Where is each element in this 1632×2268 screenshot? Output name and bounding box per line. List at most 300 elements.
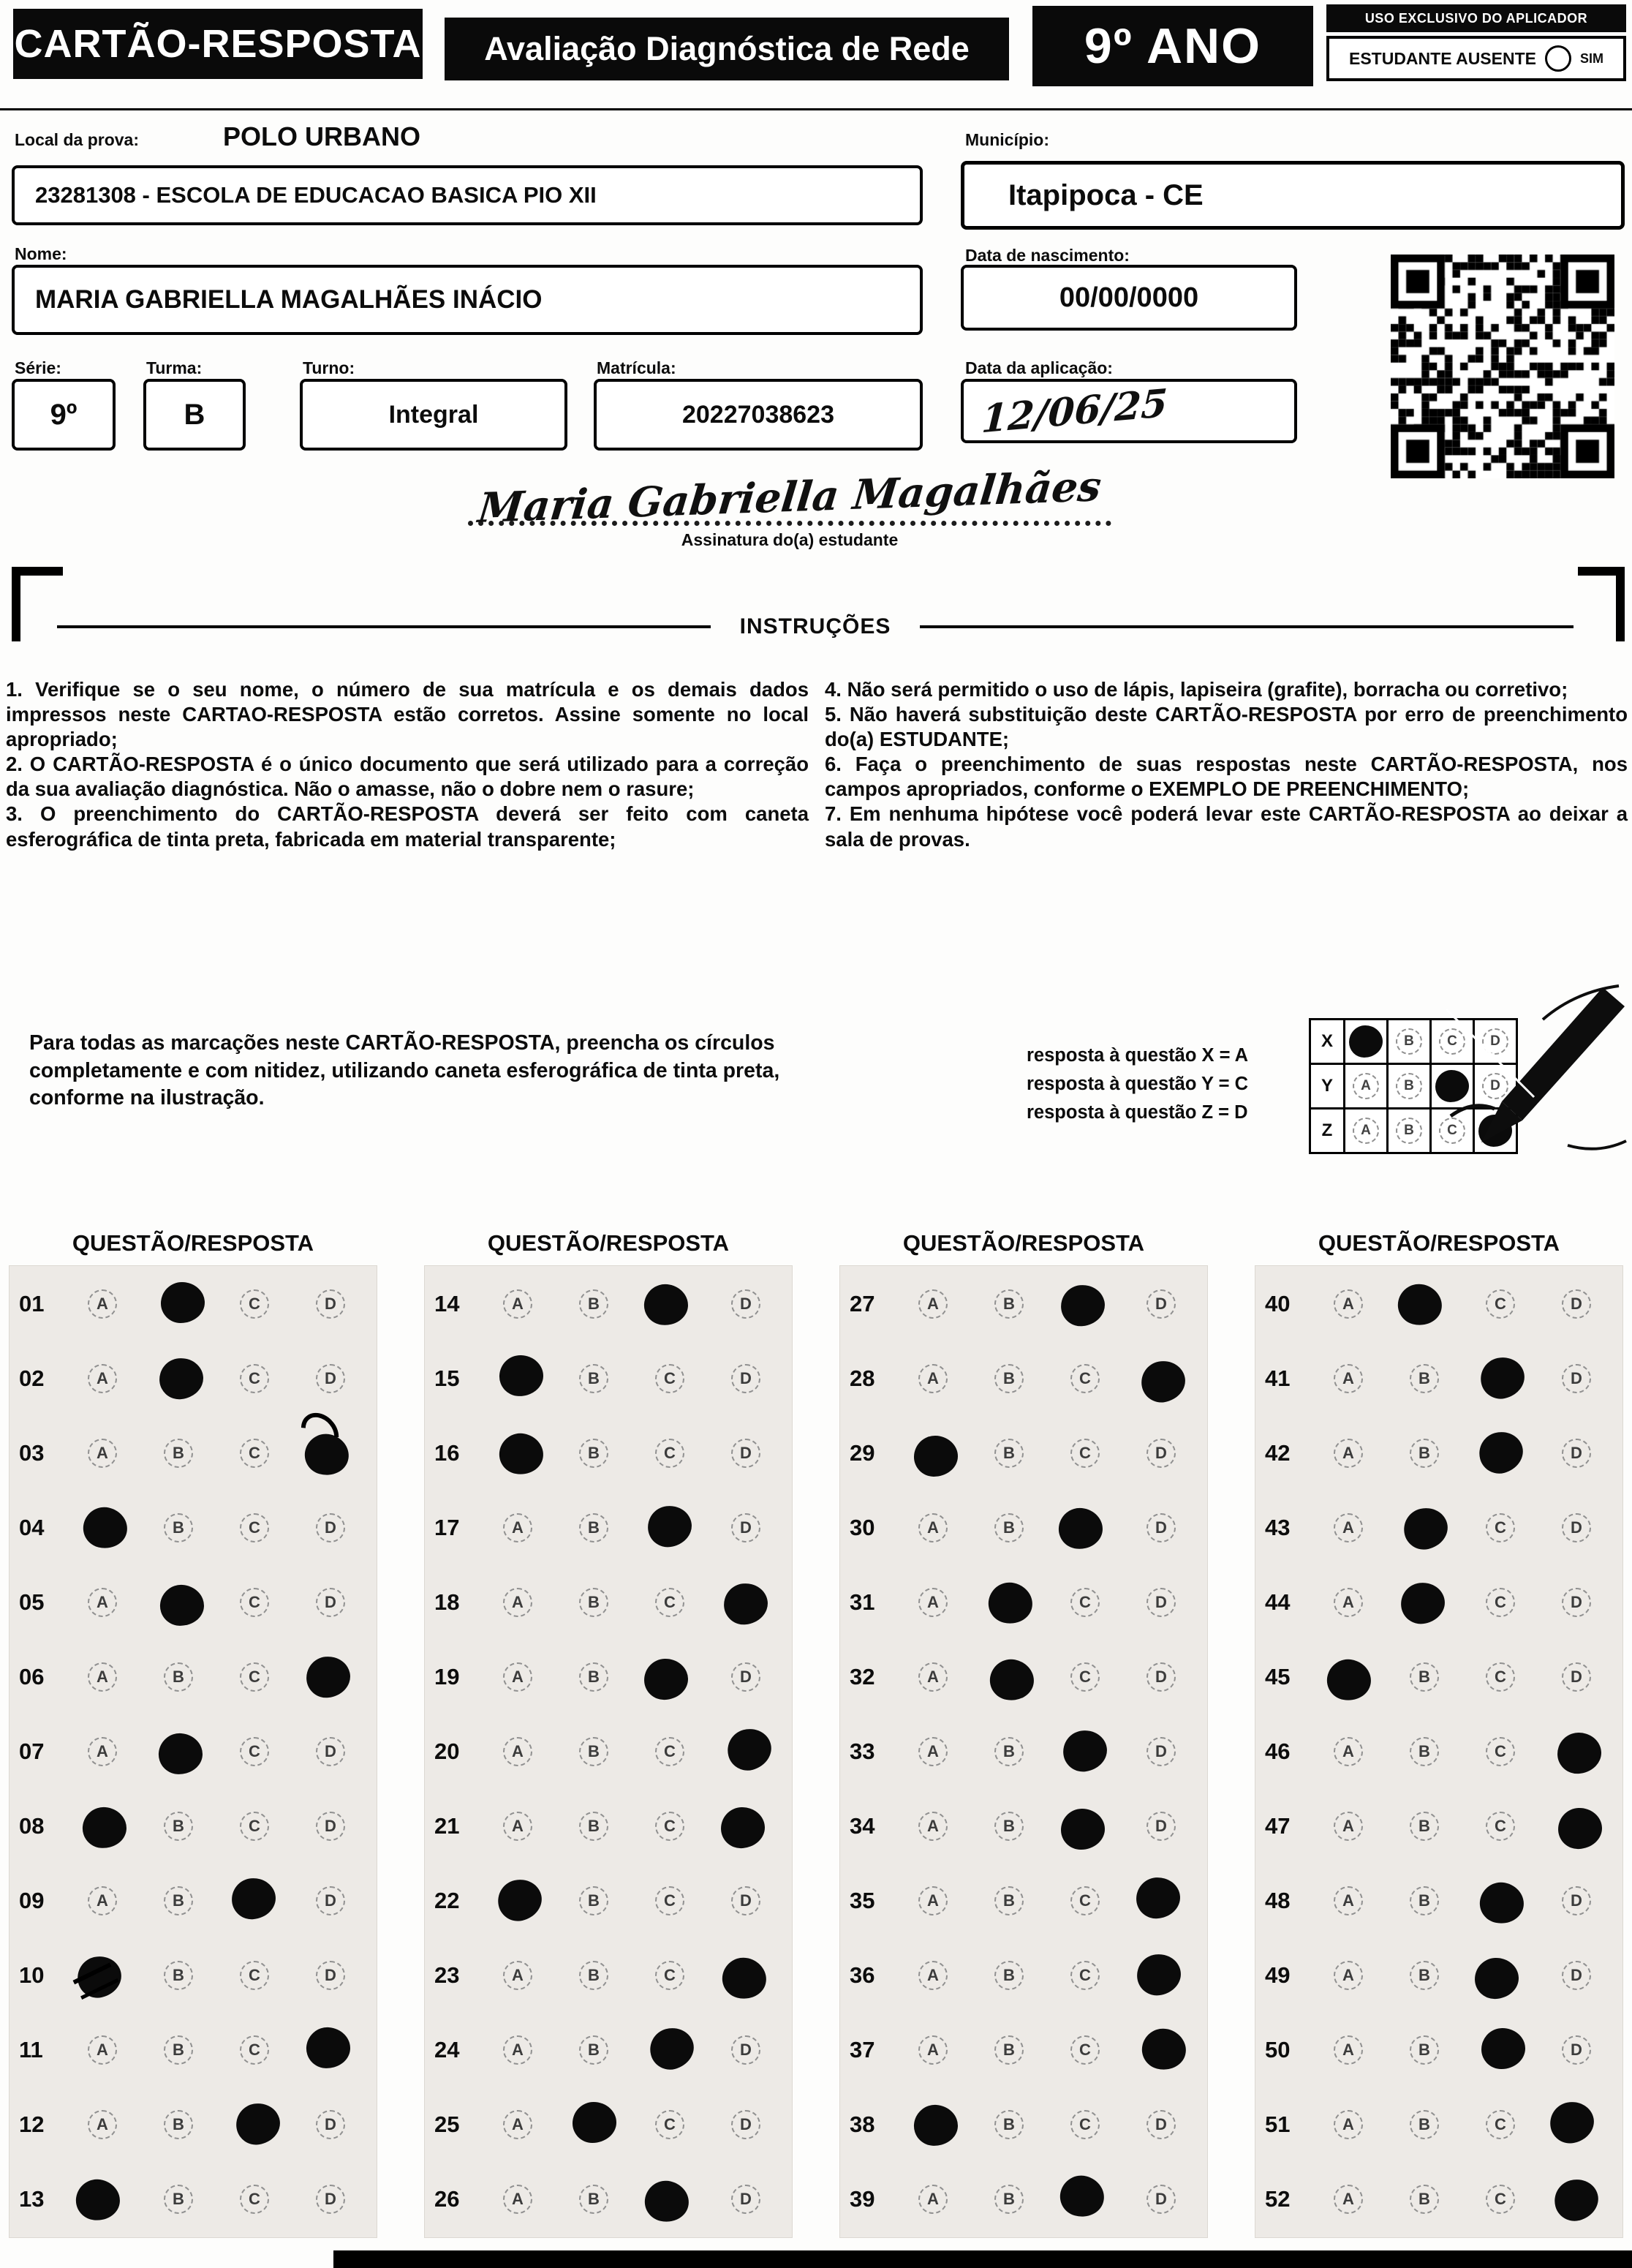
bubble-46-A[interactable] bbox=[1310, 1714, 1386, 1789]
bubble-35-A[interactable] bbox=[895, 1864, 971, 1938]
answer-row bbox=[839, 1565, 1208, 1640]
absent-bubble[interactable] bbox=[1545, 45, 1571, 72]
bubble-35-C[interactable] bbox=[1047, 1864, 1123, 1938]
bubble-08-D[interactable] bbox=[292, 1789, 369, 1864]
bubble-45-B[interactable] bbox=[1386, 1640, 1462, 1714]
bubble-23-B[interactable] bbox=[556, 1938, 632, 2013]
filled-answer-mark bbox=[1057, 1506, 1105, 1551]
bubble-12-A[interactable] bbox=[64, 2087, 140, 2162]
bubble-11-C[interactable] bbox=[216, 2013, 292, 2087]
bubble-37-C[interactable] bbox=[1047, 2013, 1123, 2087]
bubble-52-C[interactable] bbox=[1462, 2162, 1538, 2237]
bubble-23-C[interactable] bbox=[632, 1938, 708, 2013]
data-aplicacao-handwritten-value: 12/06/25 bbox=[980, 380, 1169, 442]
bubble-44-D[interactable] bbox=[1538, 1565, 1614, 1640]
answer-row bbox=[9, 1789, 377, 1864]
bubble-39-B[interactable] bbox=[971, 2162, 1047, 2237]
bubble-51-B[interactable] bbox=[1386, 2087, 1462, 2162]
bubble-28-C[interactable] bbox=[1047, 1341, 1123, 1416]
option-letter: D bbox=[1562, 1439, 1591, 1468]
bubble-52-B[interactable] bbox=[1386, 2162, 1462, 2237]
bubble-03-A[interactable] bbox=[64, 1416, 140, 1491]
bubble-09-A[interactable] bbox=[64, 1864, 140, 1938]
bubble-31-D[interactable] bbox=[1123, 1565, 1199, 1640]
bubble-15-D[interactable] bbox=[708, 1341, 784, 1416]
bubble-13-C[interactable] bbox=[216, 2162, 292, 2237]
bubble-44-B[interactable] bbox=[1386, 1565, 1462, 1640]
bubble-31-A[interactable] bbox=[895, 1565, 971, 1640]
bubble-42-B[interactable] bbox=[1386, 1416, 1462, 1491]
bubble-20-A[interactable] bbox=[480, 1714, 556, 1789]
bubble-25-A[interactable] bbox=[480, 2087, 556, 2162]
bubble-15-B[interactable] bbox=[556, 1341, 632, 1416]
bubble-17-D[interactable] bbox=[708, 1491, 784, 1565]
option-letter: D bbox=[731, 1662, 760, 1692]
bubble-21-A[interactable] bbox=[480, 1789, 556, 1864]
bubble-21-C[interactable] bbox=[632, 1789, 708, 1864]
question-number: 48 bbox=[1265, 1888, 1291, 1913]
bubble-41-D[interactable] bbox=[1538, 1341, 1614, 1416]
bubble-21-D[interactable] bbox=[708, 1789, 784, 1864]
question-number: 13 bbox=[19, 2186, 45, 2212]
bubble-40-D[interactable] bbox=[1538, 1267, 1614, 1341]
bubble-40-A[interactable] bbox=[1310, 1267, 1386, 1341]
bubble-48-B[interactable] bbox=[1386, 1864, 1462, 1938]
option-letter: B bbox=[1410, 2110, 1439, 2139]
bubble-18-A[interactable] bbox=[480, 1565, 556, 1640]
bubble-10-B[interactable] bbox=[140, 1938, 216, 2013]
option-letter: B bbox=[1410, 2185, 1439, 2214]
option-letter: A bbox=[918, 2185, 948, 2214]
example-cell bbox=[1388, 1020, 1431, 1064]
bubble-39-A[interactable] bbox=[895, 2162, 971, 2237]
option-letter: A bbox=[503, 2110, 532, 2139]
bubble-28-D[interactable] bbox=[1123, 1341, 1199, 1416]
option-letter: B bbox=[1410, 1886, 1439, 1915]
example-bubble: A bbox=[1353, 1118, 1379, 1144]
bubble-32-C[interactable] bbox=[1047, 1640, 1123, 1714]
bubble-01-C[interactable] bbox=[216, 1267, 292, 1341]
bubble-18-D[interactable] bbox=[708, 1565, 784, 1640]
filled-answer-mark bbox=[305, 2026, 352, 2070]
bubble-22-B[interactable] bbox=[556, 1864, 632, 1938]
bubble-25-C[interactable] bbox=[632, 2087, 708, 2162]
option-letter: B bbox=[994, 1812, 1024, 1841]
bubble-14-A[interactable] bbox=[480, 1267, 556, 1341]
bubble-51-D[interactable] bbox=[1538, 2087, 1614, 2162]
bubble-41-C[interactable] bbox=[1462, 1341, 1538, 1416]
bubble-12-D[interactable] bbox=[292, 2087, 369, 2162]
bubble-23-D[interactable] bbox=[708, 1938, 784, 2013]
question-number: 05 bbox=[19, 1589, 45, 1615]
option-letter: B bbox=[994, 1961, 1024, 1990]
answer-row bbox=[1255, 1491, 1623, 1565]
bubble-28-A[interactable] bbox=[895, 1341, 971, 1416]
bubble-27-D[interactable] bbox=[1123, 1267, 1199, 1341]
answer-row bbox=[839, 1341, 1208, 1416]
bubble-38-C[interactable] bbox=[1047, 2087, 1123, 2162]
question-number: 33 bbox=[850, 1738, 875, 1764]
bubble-13-D[interactable] bbox=[292, 2162, 369, 2237]
option-letter: C bbox=[1486, 1588, 1515, 1617]
bubble-30-C[interactable] bbox=[1047, 1491, 1123, 1565]
bubble-38-B[interactable] bbox=[971, 2087, 1047, 2162]
answer-row bbox=[839, 2162, 1208, 2237]
bubble-08-B[interactable] bbox=[140, 1789, 216, 1864]
option-letter: B bbox=[994, 1289, 1024, 1319]
bubble-02-B[interactable] bbox=[140, 1341, 216, 1416]
turma-value: B bbox=[184, 398, 205, 431]
answer-row bbox=[1255, 1938, 1623, 2013]
bubble-01-D[interactable] bbox=[292, 1267, 369, 1341]
bubble-15-C[interactable] bbox=[632, 1341, 708, 1416]
bubble-27-B[interactable] bbox=[971, 1267, 1047, 1341]
question-number: 25 bbox=[434, 2111, 460, 2137]
bubble-37-A[interactable] bbox=[895, 2013, 971, 2087]
questao-resposta-header: QUESTÃO/RESPOSTA bbox=[902, 1230, 1145, 1256]
bubble-25-B[interactable] bbox=[556, 2087, 632, 2162]
option-letter: C bbox=[1486, 1513, 1515, 1542]
option-letter: D bbox=[1146, 1513, 1176, 1542]
bubble-32-D[interactable] bbox=[1123, 1640, 1199, 1714]
bubble-34-B[interactable] bbox=[971, 1789, 1047, 1864]
bubble-26-C[interactable] bbox=[632, 2162, 708, 2237]
bubble-12-B[interactable] bbox=[140, 2087, 216, 2162]
bubble-05-B[interactable] bbox=[140, 1565, 216, 1640]
question-number: 31 bbox=[850, 1589, 875, 1615]
filled-answer-mark bbox=[1477, 1353, 1528, 1402]
question-number: 18 bbox=[434, 1589, 460, 1615]
bubble-50-B[interactable] bbox=[1386, 2013, 1462, 2087]
bubble-49-D[interactable] bbox=[1538, 1938, 1614, 2013]
bubble-33-B[interactable] bbox=[971, 1714, 1047, 1789]
bubble-51-C[interactable] bbox=[1462, 2087, 1538, 2162]
serie-label: Série: bbox=[15, 358, 61, 377]
bubble-30-A[interactable] bbox=[895, 1491, 971, 1565]
option-letter: C bbox=[240, 2035, 269, 2065]
bubble-47-C[interactable] bbox=[1462, 1789, 1538, 1864]
bubble-26-B[interactable] bbox=[556, 2162, 632, 2237]
bubble-39-C[interactable] bbox=[1047, 2162, 1123, 2237]
bubble-07-A[interactable] bbox=[64, 1714, 140, 1789]
bubble-19-A[interactable] bbox=[480, 1640, 556, 1714]
bubble-19-B[interactable] bbox=[556, 1640, 632, 1714]
question-number: 42 bbox=[1265, 1440, 1291, 1466]
school-value: 23281308 - ESCOLA DE EDUCACAO BASICA PIO XII bbox=[35, 182, 597, 208]
filled-answer-mark bbox=[986, 1656, 1038, 1704]
bubble-16-D[interactable] bbox=[708, 1416, 784, 1491]
bubble-35-B[interactable] bbox=[971, 1864, 1047, 1938]
option-letter: C bbox=[240, 1812, 269, 1841]
signature-dotted-line bbox=[468, 461, 1111, 533]
option-letter: C bbox=[655, 1737, 684, 1766]
bubble-17-A[interactable] bbox=[480, 1491, 556, 1565]
bubble-17-B[interactable] bbox=[556, 1491, 632, 1565]
bubble-36-A[interactable] bbox=[895, 1938, 971, 2013]
bubble-08-C[interactable] bbox=[216, 1789, 292, 1864]
bubble-44-A[interactable] bbox=[1310, 1565, 1386, 1640]
bubble-27-A[interactable] bbox=[895, 1267, 971, 1341]
bubble-43-B[interactable] bbox=[1386, 1491, 1462, 1565]
bubble-50-C[interactable] bbox=[1462, 2013, 1538, 2087]
bubble-05-D[interactable] bbox=[292, 1565, 369, 1640]
bubble-29-B[interactable] bbox=[971, 1416, 1047, 1491]
example-legend-line: resposta à questão Y = C bbox=[1027, 1073, 1249, 1094]
bubble-09-C[interactable] bbox=[216, 1864, 292, 1938]
example-row-label: Z bbox=[1310, 1109, 1345, 1153]
bubble-29-C[interactable] bbox=[1047, 1416, 1123, 1491]
question-number: 35 bbox=[850, 1888, 875, 1913]
bubble-29-A[interactable] bbox=[895, 1416, 971, 1491]
bubble-18-C[interactable] bbox=[632, 1565, 708, 1640]
bubble-42-A[interactable] bbox=[1310, 1416, 1386, 1491]
bubble-11-A[interactable] bbox=[64, 2013, 140, 2087]
bubble-23-A[interactable] bbox=[480, 1938, 556, 2013]
bubble-44-C[interactable] bbox=[1462, 1565, 1538, 1640]
bubble-01-A[interactable] bbox=[64, 1267, 140, 1341]
turno-field bbox=[300, 379, 567, 451]
option-letter: A bbox=[918, 1289, 948, 1319]
bubble-35-D[interactable] bbox=[1123, 1864, 1199, 1938]
bubble-41-B[interactable] bbox=[1386, 1341, 1462, 1416]
bubble-34-A[interactable] bbox=[895, 1789, 971, 1864]
bubble-47-D[interactable] bbox=[1538, 1789, 1614, 1864]
bubble-10-C[interactable] bbox=[216, 1938, 292, 2013]
filled-answer-mark bbox=[1550, 2174, 1603, 2226]
bubble-04-C[interactable] bbox=[216, 1491, 292, 1565]
bubble-41-A[interactable] bbox=[1310, 1341, 1386, 1416]
bubble-09-B[interactable] bbox=[140, 1864, 216, 1938]
bubble-34-C[interactable] bbox=[1047, 1789, 1123, 1864]
bubble-48-D[interactable] bbox=[1538, 1864, 1614, 1938]
option-letter: C bbox=[240, 1737, 269, 1766]
option-letter: B bbox=[994, 1439, 1024, 1468]
bubble-06-A[interactable] bbox=[64, 1640, 140, 1714]
bubble-40-B[interactable] bbox=[1386, 1267, 1462, 1341]
option-letter: A bbox=[88, 1886, 117, 1915]
bubble-38-A[interactable] bbox=[895, 2087, 971, 2162]
bubble-22-C[interactable] bbox=[632, 1864, 708, 1938]
bubble-04-A[interactable] bbox=[64, 1491, 140, 1565]
bubble-32-B[interactable] bbox=[971, 1640, 1047, 1714]
bubble-50-A[interactable] bbox=[1310, 2013, 1386, 2087]
bubble-02-C[interactable] bbox=[216, 1341, 292, 1416]
questao-resposta-header: QUESTÃO/RESPOSTA bbox=[1318, 1230, 1560, 1256]
bubble-24-C[interactable] bbox=[632, 2013, 708, 2087]
bubble-32-A[interactable] bbox=[895, 1640, 971, 1714]
bubble-19-D[interactable] bbox=[708, 1640, 784, 1714]
question-number: 16 bbox=[434, 1440, 460, 1466]
bubble-48-C[interactable] bbox=[1462, 1864, 1538, 1938]
bubble-43-D[interactable] bbox=[1538, 1491, 1614, 1565]
option-letter: C bbox=[1070, 1588, 1100, 1617]
option-letter: D bbox=[731, 2110, 760, 2139]
bubble-52-D[interactable] bbox=[1538, 2162, 1614, 2237]
bubble-07-D[interactable] bbox=[292, 1714, 369, 1789]
bubble-11-B[interactable] bbox=[140, 2013, 216, 2087]
question-number: 06 bbox=[19, 1664, 45, 1689]
filled-answer-mark bbox=[1399, 1581, 1447, 1627]
bubble-24-A[interactable] bbox=[480, 2013, 556, 2087]
option-letter: D bbox=[316, 1588, 345, 1617]
bubble-16-B[interactable] bbox=[556, 1416, 632, 1491]
bubble-49-C[interactable] bbox=[1462, 1938, 1538, 2013]
option-letter: D bbox=[316, 1812, 345, 1841]
bubble-43-C[interactable] bbox=[1462, 1491, 1538, 1565]
option-letter: D bbox=[1146, 2185, 1176, 2214]
bubble-42-D[interactable] bbox=[1538, 1416, 1614, 1491]
bubble-28-B[interactable] bbox=[971, 1341, 1047, 1416]
bubble-13-A[interactable] bbox=[64, 2162, 140, 2237]
bubble-33-D[interactable] bbox=[1123, 1714, 1199, 1789]
bubble-45-C[interactable] bbox=[1462, 1640, 1538, 1714]
filled-answer-mark bbox=[718, 1954, 771, 2004]
bubble-46-C[interactable] bbox=[1462, 1714, 1538, 1789]
bubble-24-B[interactable] bbox=[556, 2013, 632, 2087]
municipio-value: Itapipoca - CE bbox=[1008, 178, 1204, 211]
bubble-36-C[interactable] bbox=[1047, 1938, 1123, 2013]
bubble-20-D[interactable] bbox=[708, 1714, 784, 1789]
bubble-12-C[interactable] bbox=[216, 2087, 292, 2162]
bubble-15-A[interactable] bbox=[480, 1341, 556, 1416]
bubble-13-B[interactable] bbox=[140, 2162, 216, 2237]
bubble-03-D[interactable] bbox=[292, 1416, 369, 1491]
bubble-49-B[interactable] bbox=[1386, 1938, 1462, 2013]
bubble-29-D[interactable] bbox=[1123, 1416, 1199, 1491]
bubble-19-C[interactable] bbox=[632, 1640, 708, 1714]
bubble-45-A[interactable] bbox=[1310, 1640, 1386, 1714]
option-letter: A bbox=[918, 1886, 948, 1915]
bubble-33-C[interactable] bbox=[1047, 1714, 1123, 1789]
bubble-10-A[interactable] bbox=[64, 1938, 140, 2013]
bubble-33-A[interactable] bbox=[895, 1714, 971, 1789]
bubble-05-A[interactable] bbox=[64, 1565, 140, 1640]
bubble-07-C[interactable] bbox=[216, 1714, 292, 1789]
school-field bbox=[12, 165, 923, 225]
bubble-31-B[interactable] bbox=[971, 1565, 1047, 1640]
bubble-02-A[interactable] bbox=[64, 1341, 140, 1416]
bubble-04-B[interactable] bbox=[140, 1491, 216, 1565]
bubble-16-A[interactable] bbox=[480, 1416, 556, 1491]
bubble-20-B[interactable] bbox=[556, 1714, 632, 1789]
filled-answer-mark bbox=[158, 1356, 205, 1401]
bubble-22-A[interactable] bbox=[480, 1864, 556, 1938]
bubble-06-B[interactable] bbox=[140, 1640, 216, 1714]
filled-answer-mark bbox=[1475, 1427, 1527, 1478]
filled-answer-mark bbox=[230, 1876, 278, 1921]
bubble-04-D[interactable] bbox=[292, 1491, 369, 1565]
bubble-26-D[interactable] bbox=[708, 2162, 784, 2237]
bubble-07-B[interactable] bbox=[140, 1714, 216, 1789]
bubble-01-B[interactable] bbox=[140, 1267, 216, 1341]
bubble-47-A[interactable] bbox=[1310, 1789, 1386, 1864]
filled-answer-mark bbox=[1481, 2027, 1526, 2069]
question-number: 51 bbox=[1265, 2111, 1291, 2137]
answer-row bbox=[1255, 2013, 1623, 2087]
filled-answer-mark bbox=[641, 2177, 692, 2226]
bubble-03-B[interactable] bbox=[140, 1416, 216, 1491]
option-letter: A bbox=[918, 1513, 948, 1542]
bubble-36-B[interactable] bbox=[971, 1938, 1047, 2013]
instructions-left-column bbox=[6, 677, 809, 852]
bubble-26-A[interactable] bbox=[480, 2162, 556, 2237]
bubble-34-D[interactable] bbox=[1123, 1789, 1199, 1864]
bubble-11-D[interactable] bbox=[292, 2013, 369, 2087]
filled-answer-mark bbox=[1135, 1952, 1183, 1998]
answer-column-4 bbox=[1255, 1230, 1623, 2238]
bubble-10-D[interactable] bbox=[292, 1938, 369, 2013]
question-number: 43 bbox=[1265, 1515, 1291, 1540]
turno-label: Turno: bbox=[303, 358, 355, 377]
bubble-09-D[interactable] bbox=[292, 1864, 369, 1938]
bubble-37-D[interactable] bbox=[1123, 2013, 1199, 2087]
option-letter: A bbox=[503, 1513, 532, 1542]
bubble-08-A[interactable] bbox=[64, 1789, 140, 1864]
bubble-14-D[interactable] bbox=[708, 1267, 784, 1341]
option-letter: D bbox=[1562, 1662, 1591, 1692]
bubble-24-D[interactable] bbox=[708, 2013, 784, 2087]
bubble-14-B[interactable] bbox=[556, 1267, 632, 1341]
bubble-20-C[interactable] bbox=[632, 1714, 708, 1789]
bubble-17-C[interactable] bbox=[632, 1491, 708, 1565]
bubble-51-A[interactable] bbox=[1310, 2087, 1386, 2162]
bubble-46-B[interactable] bbox=[1386, 1714, 1462, 1789]
bubble-06-D[interactable] bbox=[292, 1640, 369, 1714]
bubble-16-C[interactable] bbox=[632, 1416, 708, 1491]
bubble-21-B[interactable] bbox=[556, 1789, 632, 1864]
bubble-37-B[interactable] bbox=[971, 2013, 1047, 2087]
bubble-42-C[interactable] bbox=[1462, 1416, 1538, 1491]
question-number: 29 bbox=[850, 1440, 875, 1466]
bubble-50-D[interactable] bbox=[1538, 2013, 1614, 2087]
bubble-38-D[interactable] bbox=[1123, 2087, 1199, 2162]
filled-answer-mark bbox=[301, 1429, 353, 1480]
bubble-18-B[interactable] bbox=[556, 1565, 632, 1640]
bubble-52-A[interactable] bbox=[1310, 2162, 1386, 2237]
bubble-02-D[interactable] bbox=[292, 1341, 369, 1416]
bubble-06-C[interactable] bbox=[216, 1640, 292, 1714]
example-bubble: D bbox=[1482, 1073, 1508, 1099]
option-letter: B bbox=[164, 1439, 193, 1468]
bubble-47-B[interactable] bbox=[1386, 1789, 1462, 1864]
option-letter: C bbox=[1486, 1289, 1515, 1319]
answer-row bbox=[424, 2087, 793, 2162]
option-letter: D bbox=[731, 1886, 760, 1915]
bubble-49-A[interactable] bbox=[1310, 1938, 1386, 2013]
bubble-30-D[interactable] bbox=[1123, 1491, 1199, 1565]
bubble-25-D[interactable] bbox=[708, 2087, 784, 2162]
bubble-03-C[interactable] bbox=[216, 1416, 292, 1491]
bubble-27-C[interactable] bbox=[1047, 1267, 1123, 1341]
option-letter: B bbox=[1410, 1439, 1439, 1468]
bubble-43-A[interactable] bbox=[1310, 1491, 1386, 1565]
option-letter: C bbox=[1486, 2110, 1515, 2139]
bubble-05-C[interactable] bbox=[216, 1565, 292, 1640]
answer-row bbox=[839, 1714, 1208, 1789]
bubble-46-D[interactable] bbox=[1538, 1714, 1614, 1789]
bubble-22-D[interactable] bbox=[708, 1864, 784, 1938]
bubble-31-C[interactable] bbox=[1047, 1565, 1123, 1640]
instruction-item: 3. O preenchimento do CARTÃO-RESPOSTA deverá ser feito com caneta esferográfica de tinta preta, fabricada em material transparente; bbox=[6, 802, 809, 851]
option-letter: D bbox=[316, 1289, 345, 1319]
bubble-30-B[interactable] bbox=[971, 1491, 1047, 1565]
bubble-14-C[interactable] bbox=[632, 1267, 708, 1341]
bubble-36-D[interactable] bbox=[1123, 1938, 1199, 2013]
bubble-40-C[interactable] bbox=[1462, 1267, 1538, 1341]
bubble-48-A[interactable] bbox=[1310, 1864, 1386, 1938]
bubble-45-D[interactable] bbox=[1538, 1640, 1614, 1714]
bubble-39-D[interactable] bbox=[1123, 2162, 1199, 2237]
